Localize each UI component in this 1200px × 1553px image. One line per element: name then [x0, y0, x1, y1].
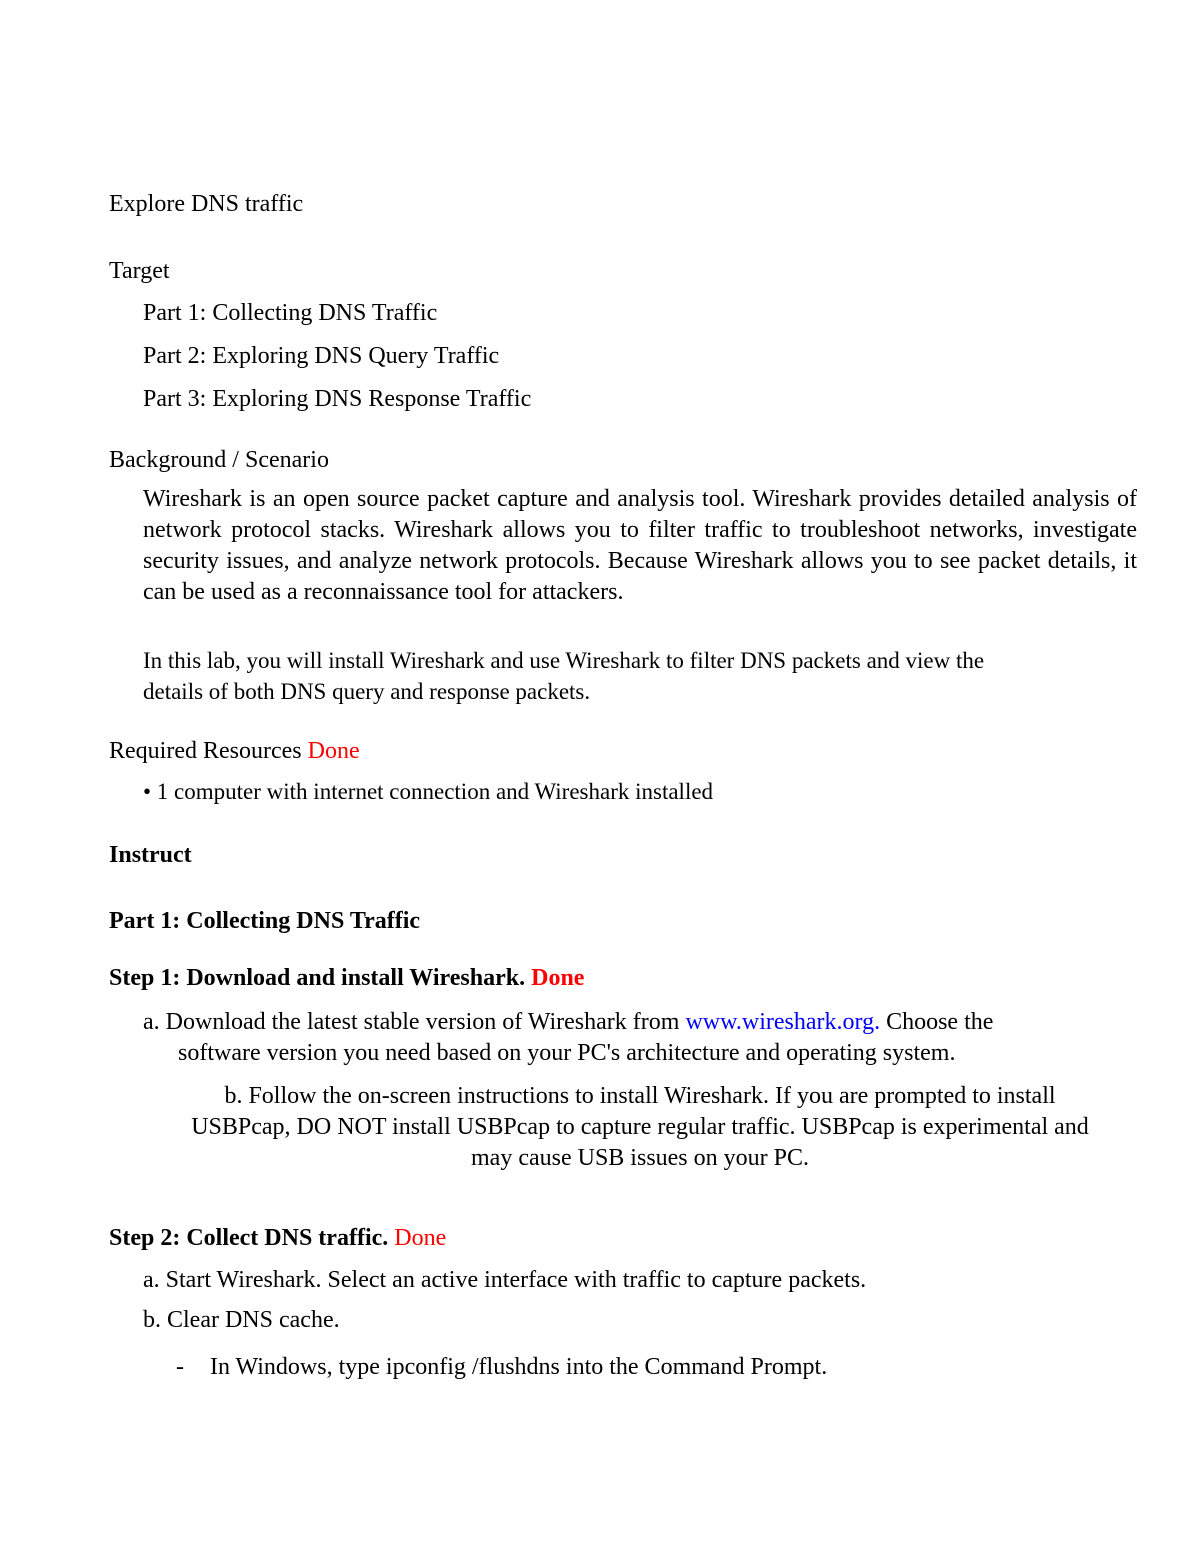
resources-item: • 1 computer with internet connection and Wireshark installed: [143, 779, 714, 804]
target-part-2: Part 2: Exploring DNS Query Traffic: [143, 343, 500, 369]
part1-heading: Part 1: Collecting DNS Traffic: [109, 908, 421, 934]
document-title: Explore DNS traffic: [109, 191, 304, 217]
step2-bullet: In Windows, type ipconfig /flushdns into the Command Prompt.: [210, 1354, 828, 1380]
target-part-3: Part 3: Exploring DNS Response Traffic: [143, 386, 532, 412]
target-part-1: Part 1: Collecting DNS Traffic: [143, 300, 438, 326]
background-paragraph-1: Wireshark is an open source packet capture and analysis tool. Wireshark provides detailed analysis of network protocol stacks. Wireshark allows you to filter traffic to troubleshoot networks, investigate security issues, and analyze network protocols. Because Wireshark allows you to see packet details, it can be used as a reconnaissance tool for attackers.: [143, 486, 1137, 605]
background-paragraph-2-line-1: In this lab, you will install Wireshark and use Wireshark to filter DNS packets and view the: [143, 648, 985, 673]
step1-b-line-1: b. Follow the on-screen instructions to install Wireshark. If you are prompted to install: [224, 1083, 1056, 1109]
resources-heading-row: [109, 739, 360, 763]
step1-a-suffix: Choose the: [880, 1009, 994, 1035]
step1-a-prefix: a. Download the latest stable version of Wireshark from: [143, 1009, 686, 1035]
step1-b-line-3: may cause USB issues on your PC.: [471, 1145, 809, 1171]
step2-heading-row: [109, 1226, 446, 1250]
instruct-heading: Instruct: [109, 842, 192, 868]
step1-heading: Step 1: Download and install Wireshark.: [109, 965, 526, 991]
background-heading: Background / Scenario: [109, 447, 329, 473]
step1-status-done: Done: [531, 965, 585, 991]
step1-a-line-2: software version you need based on your PC's architecture and operating system.: [178, 1040, 956, 1066]
resources-status-done: Done: [307, 738, 360, 764]
step2-dash: -: [176, 1354, 184, 1380]
step2-b: b. Clear DNS cache.: [143, 1307, 340, 1333]
background-paragraph-2-line-2: details of both DNS query and response packets.: [143, 679, 591, 704]
step1-heading-row: [109, 966, 584, 990]
step2-status-done: Done: [394, 1225, 447, 1251]
wireshark-link[interactable]: www.wireshark.org.: [685, 1009, 881, 1035]
target-heading: Target: [109, 258, 170, 284]
resources-heading: Required Resources: [109, 738, 302, 764]
step2-a: a. Start Wireshark. Select an active interface with traffic to capture packets.: [143, 1267, 867, 1293]
step2-heading: Step 2: Collect DNS traffic.: [109, 1225, 389, 1251]
step1-a-line-1: [143, 1010, 993, 1034]
step1-b-line-2: USBPcap, DO NOT install USBPcap to capture regular traffic. USBPcap is experimental and: [191, 1114, 1089, 1140]
